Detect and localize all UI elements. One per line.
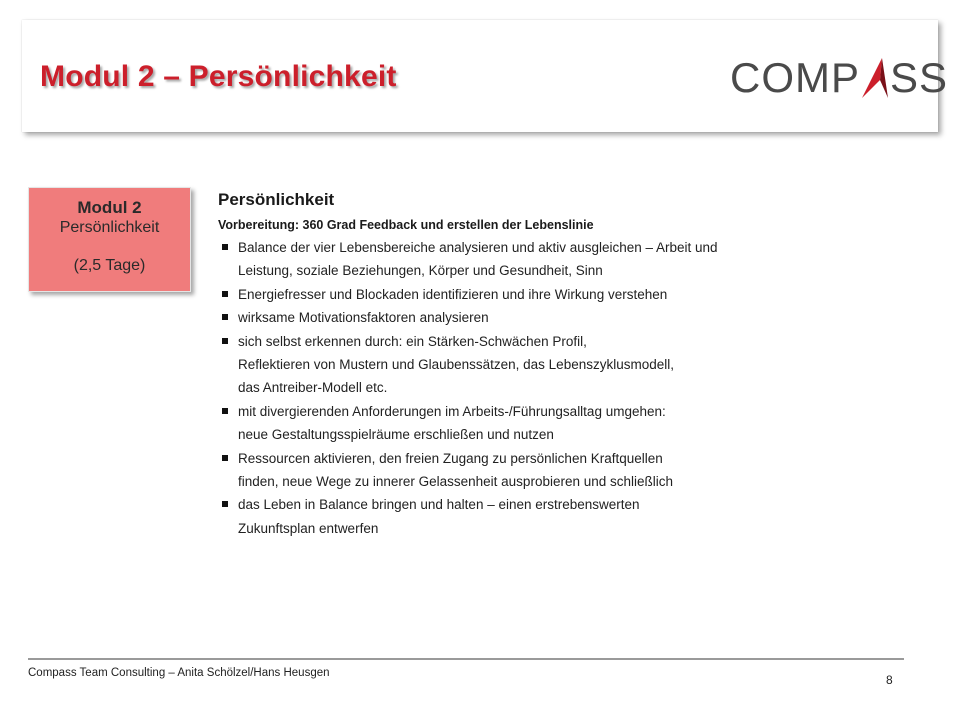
bullet-text-line: neue Gestaltungsspielräume erschließen und nutzen <box>238 427 554 443</box>
bullet-text-line: das Leben in Balance bringen und halten – einen erstrebenswerten <box>238 497 640 513</box>
logo-text-right: SS <box>890 54 949 101</box>
bullet-text-line: Reflektieren von Mustern und Glaubenssätzen, das Lebenszyklusmodell, <box>238 357 674 373</box>
arrow-a-icon <box>860 56 890 100</box>
square-bullet-icon <box>222 291 228 297</box>
bullet-item <box>218 400 918 447</box>
bullet-text-line: finden, neue Wege zu innerer Gelassenheit ausprobieren und schließlich <box>238 474 674 490</box>
bullet-text-line: wirksame Motivationsfaktoren analysieren <box>238 310 489 326</box>
bullet-text-line: Balance der vier Lebensbereiche analysieren und aktiv ausgleichen – Arbeit und <box>238 240 718 255</box>
bullet-text-line: Energiefresser und Blockaden identifizieren und ihre Wirkung verstehen <box>238 286 668 302</box>
bullet-text-line: mit divergierenden Anforderungen im Arbeits-/Führungsalltag umgehen: <box>238 403 666 419</box>
bullet-item <box>218 493 918 540</box>
compass-logo <box>730 56 948 100</box>
bullet-list <box>218 236 918 540</box>
square-bullet-icon <box>222 501 228 507</box>
bullet-text-line: das Antreiber-Modell etc. <box>238 380 388 396</box>
bullet-text-line: Zukunftsplan entwerfen <box>238 520 379 536</box>
preparation-text: Vorbereitung: 360 Grad Feedback und erstellen der Lebenslinie <box>218 218 594 232</box>
square-bullet-icon <box>222 338 228 344</box>
bullet-text-line: Ressourcen aktivieren, den freien Zugang zu persönlichen Kraftquellen <box>238 450 663 466</box>
module-box-duration: (2,5 Tage) <box>73 257 146 274</box>
page-number: 8 <box>886 673 893 687</box>
logo-text-left: COMP <box>730 54 860 101</box>
content-heading: Persönlichkeit <box>218 190 335 209</box>
bullet-item <box>218 447 918 494</box>
square-bullet-icon <box>222 314 228 320</box>
content-section <box>218 190 918 540</box>
module-box-subtitle: Persönlichkeit <box>59 219 160 236</box>
square-bullet-icon <box>222 408 228 414</box>
square-bullet-icon <box>222 455 228 461</box>
bullet-item <box>218 283 918 306</box>
module-box-title: Modul 2 <box>77 198 142 217</box>
bullet-text-line: sich selbst erkennen durch: ein Stärken-Schwächen Profil, <box>238 333 587 349</box>
page-title: Modul 2 – Persönlichkeit <box>40 60 397 93</box>
footer-divider <box>28 658 904 660</box>
footer-text: Compass Team Consulting – Anita Schölzel/Hans Heusgen <box>28 667 330 679</box>
square-bullet-icon <box>222 244 228 250</box>
module-box <box>28 187 191 292</box>
bullet-item <box>218 306 918 329</box>
bullet-item <box>218 236 918 283</box>
bullet-text-line: Leistung, soziale Beziehungen, Körper und Gesundheit, Sinn <box>238 263 603 279</box>
bullet-item <box>218 330 918 400</box>
